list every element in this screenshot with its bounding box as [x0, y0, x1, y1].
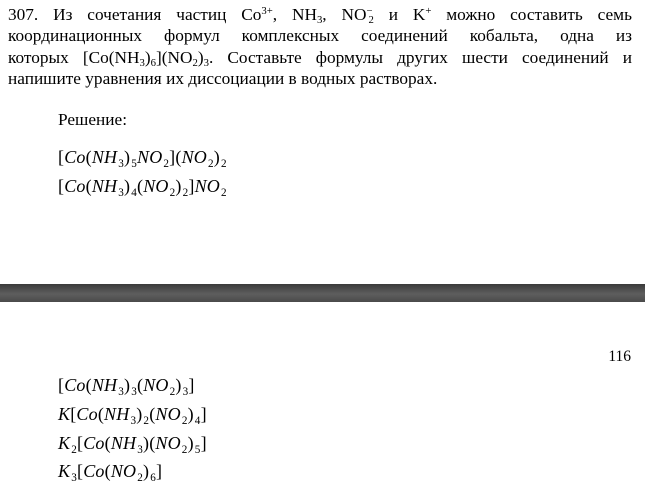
formula-5: $K_2[Co(NH_3)(NO_2)_5]$: [58, 433, 207, 457]
page-break-bar: [0, 284, 645, 302]
problem-statement: [8, 4, 632, 89]
problem-line-4: напишите уравнения их диссоциации в водных растворах.: [8, 68, 438, 88]
solution-label: Решение:: [58, 110, 127, 129]
problem-line-2: координационных формул комплексных соединений кобальта, одна из: [8, 26, 632, 46]
problem-line-1: 307. Из сочетания частиц $Co^{3+}$, $NH_3$, $NO^-_2$ и K+ можно составить семь: [8, 5, 633, 27]
problem-line-3: которых $[Co(NH_3)_6](NO_2)_3$. Составьте формулы других шести соединений и: [8, 47, 632, 69]
formula-3: $[Co(NH_3)_3(NO_2)_3]$: [58, 375, 195, 399]
page-number: 116: [608, 348, 631, 365]
formula-4: $K[Co(NH_3)_2(NO_2)_4]$: [58, 404, 207, 428]
formula-1: $[Co(NH_3)_5NO_2](NO_2)_2$: [58, 147, 227, 171]
formula-6: $K_3[Co(NO_2)_6]$: [58, 461, 163, 485]
formula-2: $[Co(NH_3)_4(NO_2)_2]NO_2$: [58, 176, 227, 200]
